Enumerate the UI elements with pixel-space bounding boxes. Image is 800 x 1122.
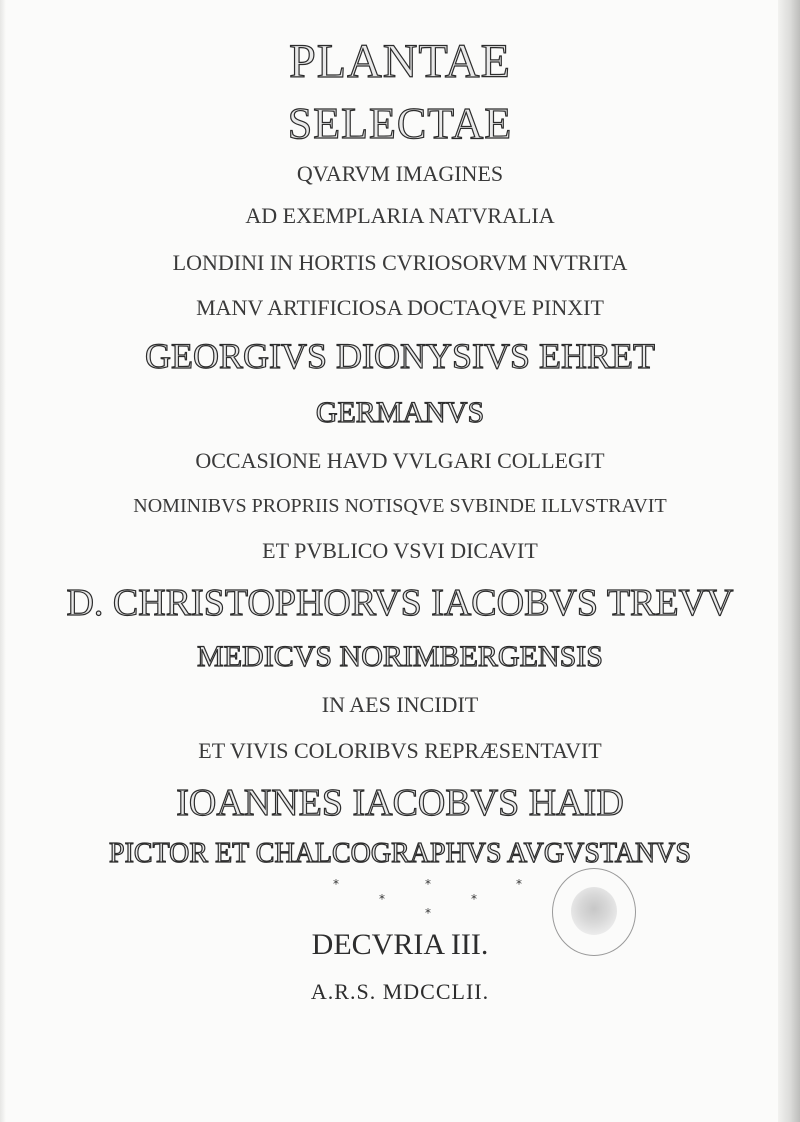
ornament-star: *: [379, 892, 385, 906]
text-line-pinxit: MANV ARTIFICIOSA DOCTAQVE PINXIT: [196, 295, 604, 320]
text-line-medicus: MEDICVS NORIMBERGENSIS: [197, 640, 603, 673]
stamp-emblem: [571, 887, 617, 935]
name-line-trew: D. CHRISTOPHORVS IACOBVS TREVV: [66, 582, 734, 624]
text-line-collegit: OCCASIONE HAVD VVLGARI COLLEGIT: [195, 448, 605, 473]
text-line-incidit: IN AES INCIDIT: [321, 692, 479, 717]
text-line-pictor: PICTOR ET CHALCOGRAPHVS AVGVSTANVS: [109, 838, 691, 869]
title-line-selectae: SELECTAE: [287, 99, 513, 148]
ornament-star: *: [333, 877, 339, 891]
text-line-decuria: DECVRIA III.: [311, 928, 489, 961]
ornament-star: *: [425, 906, 431, 920]
name-line-haid: IOANNES IACOBVS HAID: [176, 782, 624, 824]
ornament-star: *: [425, 877, 431, 891]
name-line-ehret: GEORGIVS DIONYSIVS EHRET: [145, 336, 655, 376]
text-line-londini: LONDINI IN HORTIS CVRIOSORVM NVTRITA: [172, 250, 628, 275]
text-line-illustravit: NOMINIBVS PROPRIIS NOTISQVE SVBINDE ILLVSTRAVIT: [133, 495, 667, 517]
title-line-plantae: PLANTAE: [289, 35, 511, 88]
ornament-star: *: [516, 877, 522, 891]
ornament-star: *: [471, 892, 477, 906]
text-line-repraesentavit: ET VIVIS COLORIBVS REPRÆSENTAVIT: [198, 738, 602, 763]
library-stamp-icon: [552, 868, 636, 956]
text-line-date: A.R.S. MDCCLII.: [310, 979, 490, 1004]
text-line-dicavit: ET PVBLICO VSVI DICAVIT: [262, 538, 538, 563]
text-line-quarum: QVARVM IMAGINES: [296, 161, 504, 186]
text-line-germanus: GERMANVS: [315, 396, 485, 429]
text-line-exemplaria: AD EXEMPLARIA NATVRALIA: [245, 203, 555, 228]
